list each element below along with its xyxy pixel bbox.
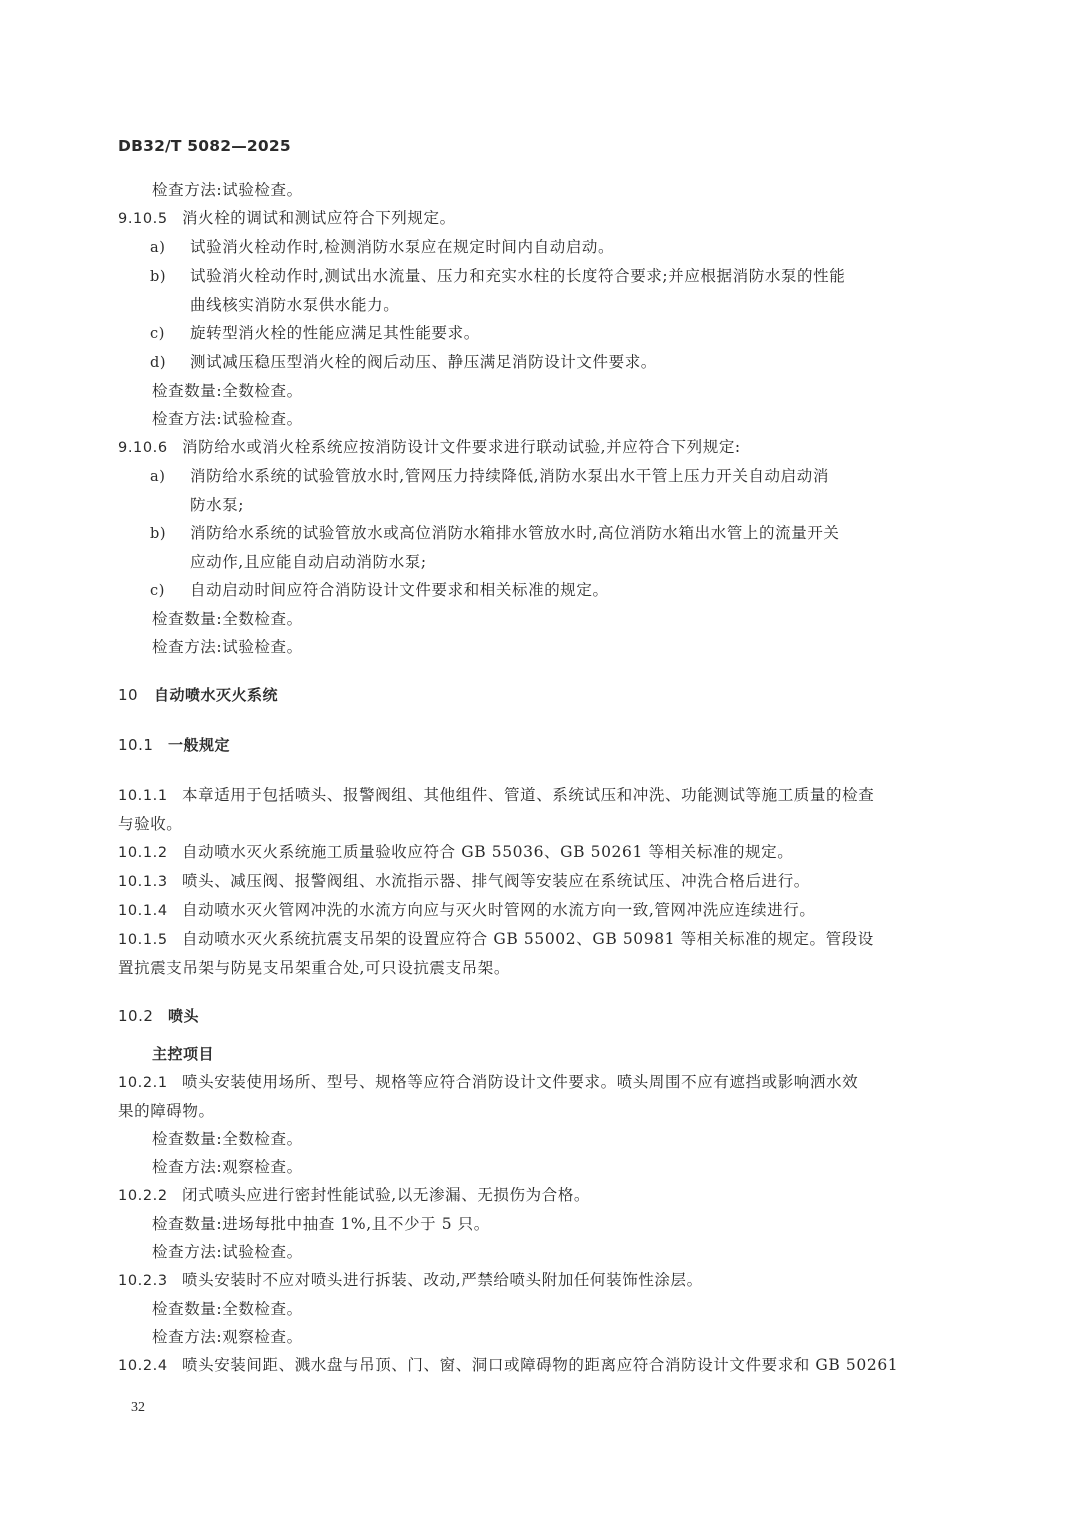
page-content xyxy=(118,176,944,1380)
item-text: 试验消火栓动作时,测试出水流量、压力和充实水柱的长度符合要求;并应根据消防水泵的性能 xyxy=(190,267,846,285)
check-quantity: 检查数量:全数检查。 xyxy=(152,610,303,628)
section-heading xyxy=(118,1002,944,1030)
clause-continuation: 置抗震支吊架与防晃支吊架重合处,可只设抗震支吊架。 xyxy=(118,959,510,977)
clause-10-1-3 xyxy=(118,867,944,896)
clause-10-1-2 xyxy=(118,838,944,867)
list-item xyxy=(118,319,944,348)
item-label: d) xyxy=(150,355,167,371)
item-text: 试验消火栓动作时,检测消防水泵应在规定时间内自动启动。 xyxy=(190,238,615,256)
list-item xyxy=(118,576,944,605)
item-label: b) xyxy=(150,269,167,285)
check-quantity: 检查数量:全数检查。 xyxy=(152,382,303,400)
clause-number: 10.2.2 xyxy=(118,1188,168,1204)
clause-10-1-4 xyxy=(118,896,944,925)
item-continuation: 应动作,且应能自动启动消防水泵; xyxy=(190,553,427,571)
clause-text: 闭式喷头应进行密封性能试验,以无渗漏、无损伤为合格。 xyxy=(182,1186,591,1204)
clause-10-2-3 xyxy=(118,1266,944,1295)
clause-10-2-4 xyxy=(118,1351,944,1380)
clause-number: 10.1.4 xyxy=(118,903,168,919)
clause-text: 消火栓的调试和测试应符合下列规定。 xyxy=(182,209,456,227)
clause-number: 9.10.5 xyxy=(118,211,168,227)
item-continuation: 曲线核实消防水泵供水能力。 xyxy=(190,296,400,314)
item-text: 旋转型消火栓的性能应满足其性能要求。 xyxy=(190,324,480,342)
check-method: 检查方法:试验检查。 xyxy=(152,638,303,656)
clause-10-1-1 xyxy=(118,781,944,810)
clause-10-2-1 xyxy=(118,1068,944,1097)
section-heading xyxy=(118,731,944,759)
clause-continuation: 与验收。 xyxy=(118,815,183,833)
clause-10-1-5 xyxy=(118,925,944,954)
item-continuation: 防水泵; xyxy=(190,496,245,514)
check-method: 检查方法:试验检查。 xyxy=(152,181,303,199)
list-item xyxy=(118,348,944,377)
clause-number: 9.10.6 xyxy=(118,440,168,456)
clause-text: 自动喷水灭火管网冲洗的水流方向应与灭火时管网的水流方向一致,管网冲洗应连续进行。 xyxy=(182,901,816,919)
page-number: 32 xyxy=(131,1400,145,1415)
clause-text: 本章适用于包括喷头、报警阀组、其他组件、管道、系统试压和冲洗、功能测试等施工质量的检查 xyxy=(182,786,875,804)
check-quantity: 检查数量:进场每批中抽查 1%,且不少于 5 只。 xyxy=(152,1215,490,1233)
item-label: b) xyxy=(150,526,167,542)
chapter-number: 10 xyxy=(118,686,139,704)
item-label: a) xyxy=(150,240,166,256)
clause-9-10-5 xyxy=(118,204,944,233)
check-method: 检查方法:试验检查。 xyxy=(152,1243,303,1261)
clause-number: 10.1.3 xyxy=(118,874,168,890)
section-number: 10.1 xyxy=(118,736,154,754)
section-title: 喷头 xyxy=(168,1007,200,1025)
list-item xyxy=(118,233,944,262)
check-method: 检查方法:试验检查。 xyxy=(152,410,303,428)
clause-number: 10.2.1 xyxy=(118,1075,168,1091)
item-text: 消防给水系统的试验管放水时,管网压力持续降低,消防水泵出水干管上压力开关自动启动消 xyxy=(190,467,829,485)
check-quantity: 检查数量:全数检查。 xyxy=(152,1130,303,1148)
clause-9-10-6 xyxy=(118,433,944,462)
document-code: DB32/T 5082—2025 xyxy=(118,137,291,155)
clause-continuation: 果的障碍物。 xyxy=(118,1102,215,1120)
clause-number: 10.1.5 xyxy=(118,932,168,948)
clause-text: 喷头安装时不应对喷头进行拆装、改动,严禁给喷头附加任何装饰性涂层。 xyxy=(182,1271,703,1289)
clause-10-2-2 xyxy=(118,1181,944,1210)
clause-number: 10.1.2 xyxy=(118,845,168,861)
check-method: 检查方法:观察检查。 xyxy=(152,1158,303,1176)
clause-number: 10.2.4 xyxy=(118,1358,168,1374)
item-label: c) xyxy=(150,583,165,599)
item-text: 测试减压稳压型消火栓的阀后动压、静压满足消防设计文件要求。 xyxy=(190,353,657,371)
chapter-heading xyxy=(118,681,944,709)
clause-text: 自动喷水灭火系统施工质量验收应符合 GB 55036、GB 50261 等相关标准的规定。 xyxy=(182,843,794,861)
clause-number: 10.1.1 xyxy=(118,788,168,804)
item-label: a) xyxy=(150,469,166,485)
clause-text: 喷头安装使用场所、型号、规格等应符合消防设计文件要求。喷头周围不应有遮挡或影响洒水效 xyxy=(182,1073,859,1091)
list-item xyxy=(118,462,944,491)
clause-text: 喷头安装间距、溅水盘与吊顶、门、窗、洞口或障碍物的距离应符合消防设计文件要求和 GB 50261 xyxy=(182,1356,899,1374)
item-text: 消防给水系统的试验管放水或高位消防水箱排水管放水时,高位消防水箱出水管上的流量开关 xyxy=(190,524,840,542)
key-items-heading: 主控项目 xyxy=(152,1045,215,1063)
clause-text: 自动喷水灭火系统抗震支吊架的设置应符合 GB 55002、GB 50981 等相关标准的规定。管段设 xyxy=(182,930,874,948)
item-label: c) xyxy=(150,326,165,342)
clause-text: 消防给水或消火栓系统应按消防设计文件要求进行联动试验,并应符合下列规定: xyxy=(182,438,741,456)
chapter-title: 自动喷水灭火系统 xyxy=(154,686,279,704)
item-text: 自动启动时间应符合消防设计文件要求和相关标准的规定。 xyxy=(190,581,609,599)
check-quantity: 检查数量:全数检查。 xyxy=(152,1300,303,1318)
section-title: 一般规定 xyxy=(168,736,231,754)
list-item xyxy=(118,262,944,291)
check-method: 检查方法:观察检查。 xyxy=(152,1328,303,1346)
section-number: 10.2 xyxy=(118,1007,154,1025)
list-item xyxy=(118,519,944,548)
clause-number: 10.2.3 xyxy=(118,1273,168,1289)
clause-text: 喷头、减压阀、报警阀组、水流指示器、排气阀等安装应在系统试压、冲洗合格后进行。 xyxy=(182,872,810,890)
